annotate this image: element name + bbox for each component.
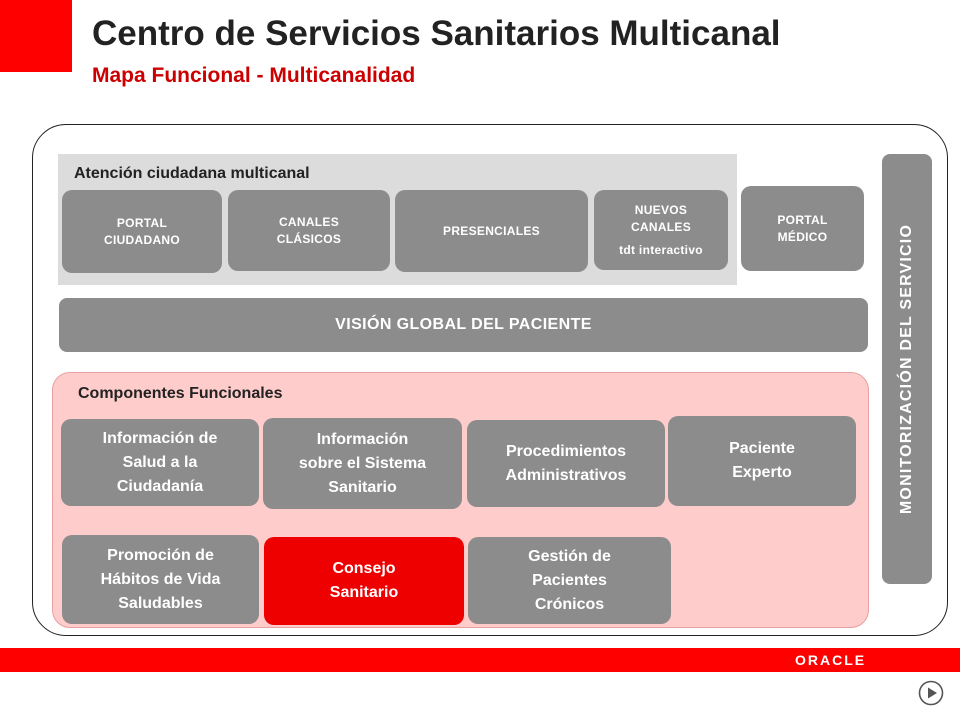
channel-canales-clasicos	[228, 190, 390, 271]
component-line: Administrativos	[505, 466, 627, 484]
channel-line: PORTAL	[116, 215, 168, 230]
component-line: Sanitario	[328, 478, 397, 496]
component-line: Pacientes	[532, 571, 607, 589]
componentes-label: Componentes Funcionales	[78, 385, 283, 402]
component-line: Sanitario	[329, 584, 399, 601]
monitorizacion-label: MONITORIZACIÓN DEL SERVICIO	[898, 223, 915, 515]
channel-extra: tdt interactivo	[619, 242, 703, 257]
component-line: Información de	[102, 429, 218, 447]
channel-nuevos-canales	[594, 190, 728, 270]
component-procedimientos	[467, 420, 665, 507]
component-line: Hábitos de Vida	[100, 570, 221, 588]
component-promocion-habitos	[62, 535, 259, 624]
portal-medico	[741, 186, 864, 271]
channel-portal-ciudadano	[62, 190, 222, 273]
component-paciente-experto	[668, 416, 856, 506]
corner-red-square	[0, 0, 72, 72]
component-informacion-sistema	[263, 418, 462, 509]
component-line: Crónicos	[534, 595, 605, 613]
page-title: Centro de Servicios Sanitarios Multicanal	[92, 14, 781, 53]
channel-line: NUEVOS	[634, 202, 688, 217]
component-line: Ciudadanía	[116, 477, 204, 495]
channel-presenciales	[395, 190, 588, 272]
vision-label: VISIÓN GLOBAL DEL PACIENTE	[335, 316, 592, 333]
oracle-logo: ORACLE	[795, 652, 867, 668]
component-line: Procedimientos	[505, 442, 627, 460]
atencion-label: Atención ciudadana multicanal	[74, 165, 310, 182]
component-line: Experto	[732, 464, 792, 481]
portal-medico-line: PORTAL	[777, 212, 828, 227]
play-icon[interactable]	[918, 680, 944, 706]
channel-line: CANALES	[278, 214, 340, 229]
component-line: Información	[316, 430, 409, 448]
channel-line: CLÁSICOS	[276, 231, 342, 246]
component-consejo-sanitario	[264, 537, 464, 625]
monitorizacion-bar	[882, 154, 932, 584]
portal-medico-line: MÉDICO	[777, 229, 828, 244]
vision-global-bar	[59, 298, 868, 352]
component-line: Paciente	[729, 440, 795, 457]
component-gestion-cronicos	[468, 537, 671, 624]
component-line: Gestión de	[528, 547, 611, 565]
component-line: sobre el Sistema	[298, 454, 427, 472]
component-line: Promoción de	[107, 546, 214, 564]
channel-line: CANALES	[630, 219, 692, 234]
component-informacion-salud	[61, 419, 259, 506]
component-line: Salud a la	[122, 453, 198, 471]
channel-line: CIUDADANO	[103, 232, 181, 247]
page-subtitle: Mapa Funcional - Multicanalidad	[92, 64, 416, 87]
component-line: Saludables	[118, 594, 203, 612]
component-line: Consejo	[332, 560, 396, 577]
channel-line: PRESENCIALES	[443, 223, 540, 238]
